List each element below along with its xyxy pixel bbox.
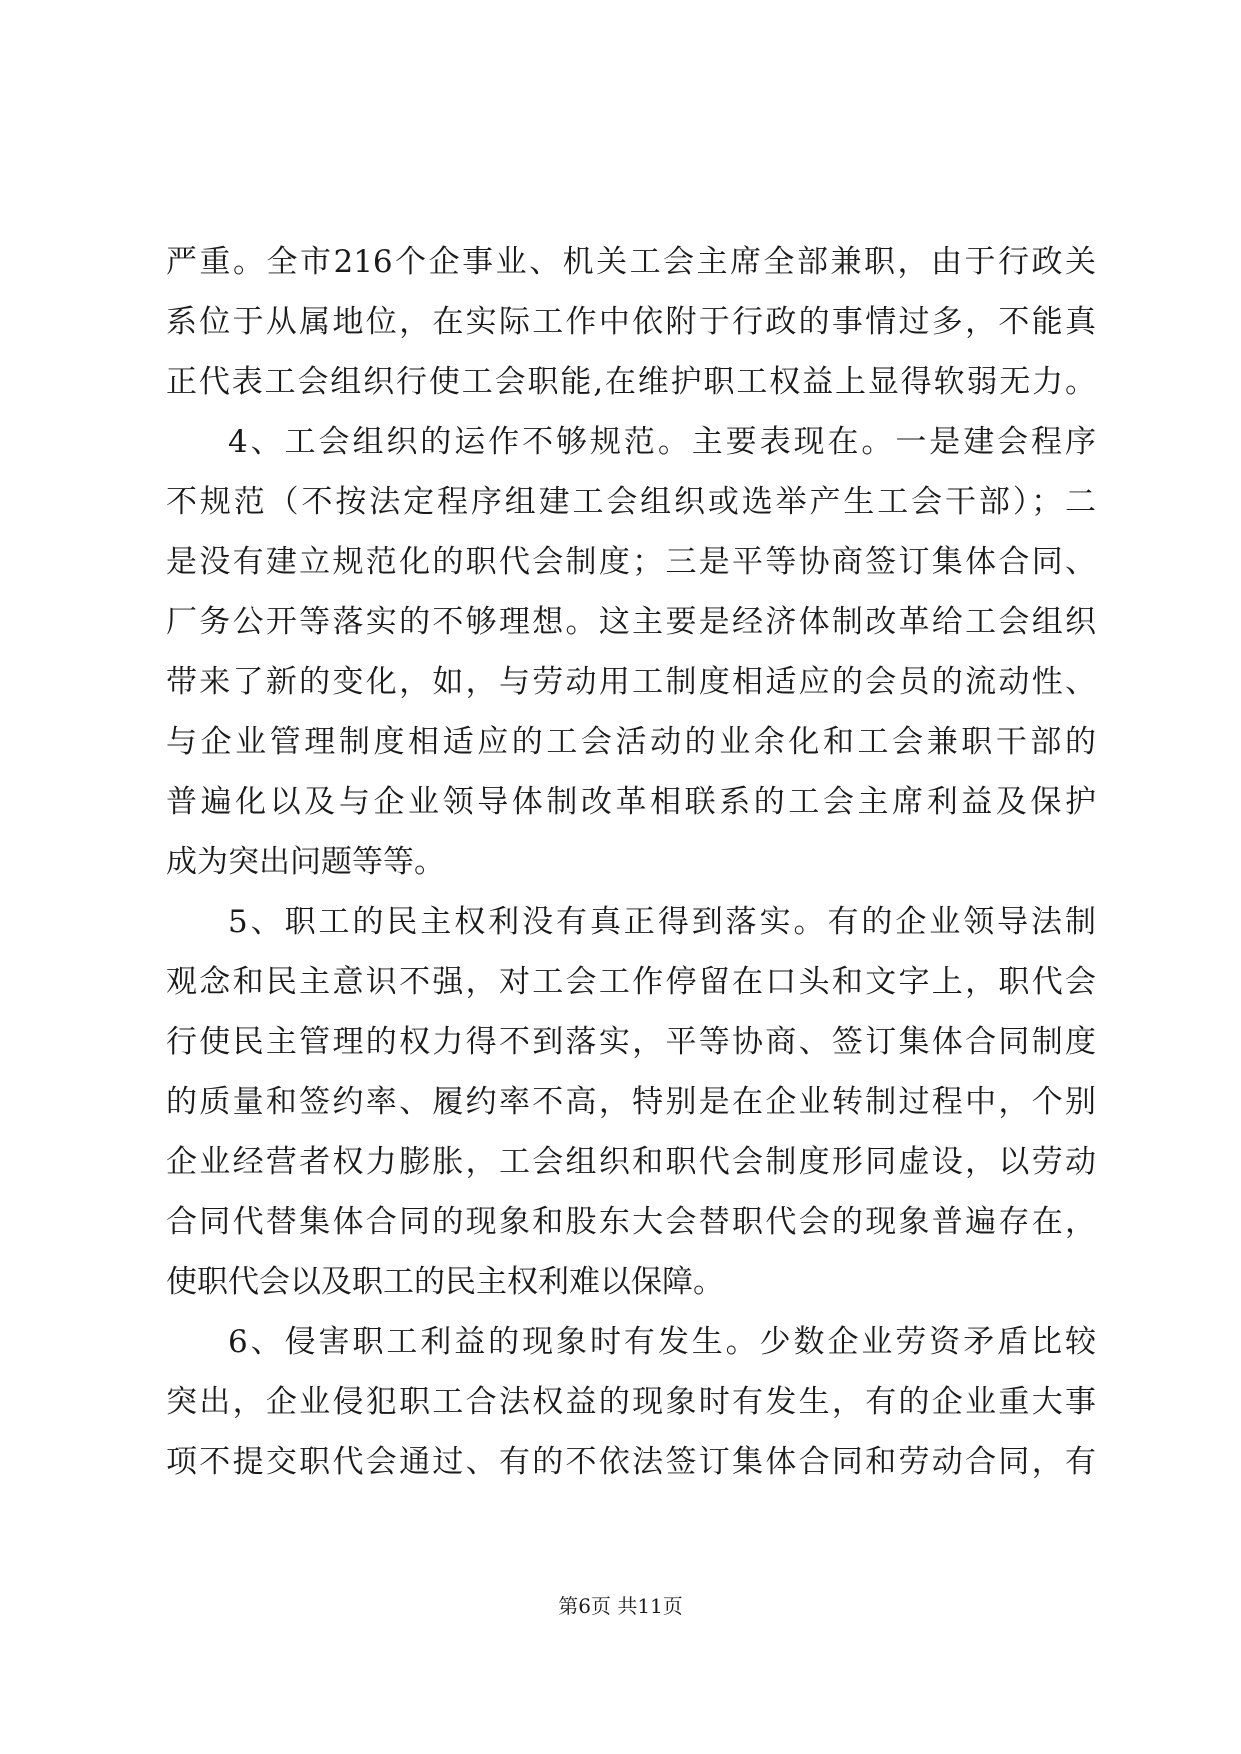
text-line: 厂务公开等落实的不够理想。这主要是经济体制改革给工会组织 [166, 604, 1096, 640]
text-line: 与企业管理制度相适应的工会活动的业余化和工会兼职干部的 [166, 724, 1096, 760]
text-line: 项不提交职代会通过、有的不依法签订集体合同和劳动合同，有 [166, 1444, 1096, 1480]
text-line: 5、职工的民主权利没有真正得到落实。有的企业领导法制 [228, 904, 1096, 940]
text-line: 正代表工会组织行使工会职能,在维护职工权益上显得软弱无力。 [166, 364, 1096, 400]
page-footer [0, 1592, 1241, 1620]
text-line: 成为突出问题等等。 [166, 844, 445, 880]
text-line: 系位于从属地位，在实际工作中依附于行政的事情过多，不能真 [166, 304, 1096, 340]
text-line: 观念和民主意识不强，对工会工作停留在口头和文字上，职代会 [166, 964, 1096, 1000]
text-line: 6、侵害职工利益的现象时有发生。少数企业劳资矛盾比较 [228, 1324, 1096, 1360]
text-line: 合同代替集体合同的现象和股东大会替职代会的现象普遍存在， [166, 1204, 1096, 1240]
page-number-label: 第6页 共11页 [558, 1594, 683, 1618]
text-line: 的质量和签约率、履约率不高，特别是在企业转制过程中，个别 [166, 1084, 1096, 1120]
paragraph-continuation [166, 232, 1096, 412]
text-line: 带来了新的变化，如，与劳动用工制度相适应的会员的流动性、 [166, 664, 1096, 700]
paragraph-item-5 [166, 892, 1096, 1312]
paragraph-item-6 [166, 1312, 1096, 1492]
paragraph-item-4 [166, 412, 1096, 892]
text-line: 使职代会以及职工的民主权利难以保障。 [166, 1264, 724, 1300]
text-line: 普遍化以及与企业领导体制改革相联系的工会主席利益及保护 [166, 784, 1096, 820]
body-text [166, 232, 1096, 1492]
text-line: 严重。全市216个企事业、机关工会主席全部兼职，由于行政关 [166, 244, 1096, 280]
text-line: 不规范（不按法定程序组建工会组织或选举产生工会干部）；二 [166, 484, 1096, 520]
text-line: 是没有建立规范化的职代会制度；三是平等协商签订集体合同、 [166, 544, 1096, 580]
text-line: 行使民主管理的权力得不到落实，平等协商、签订集体合同制度 [166, 1024, 1096, 1060]
text-line: 企业经营者权力膨胀，工会组织和职代会制度形同虚设，以劳动 [166, 1144, 1096, 1180]
text-line: 突出，企业侵犯职工合法权益的现象时有发生，有的企业重大事 [166, 1384, 1096, 1420]
text-line: 4、工会组织的运作不够规范。主要表现在。一是建会程序 [228, 424, 1096, 460]
